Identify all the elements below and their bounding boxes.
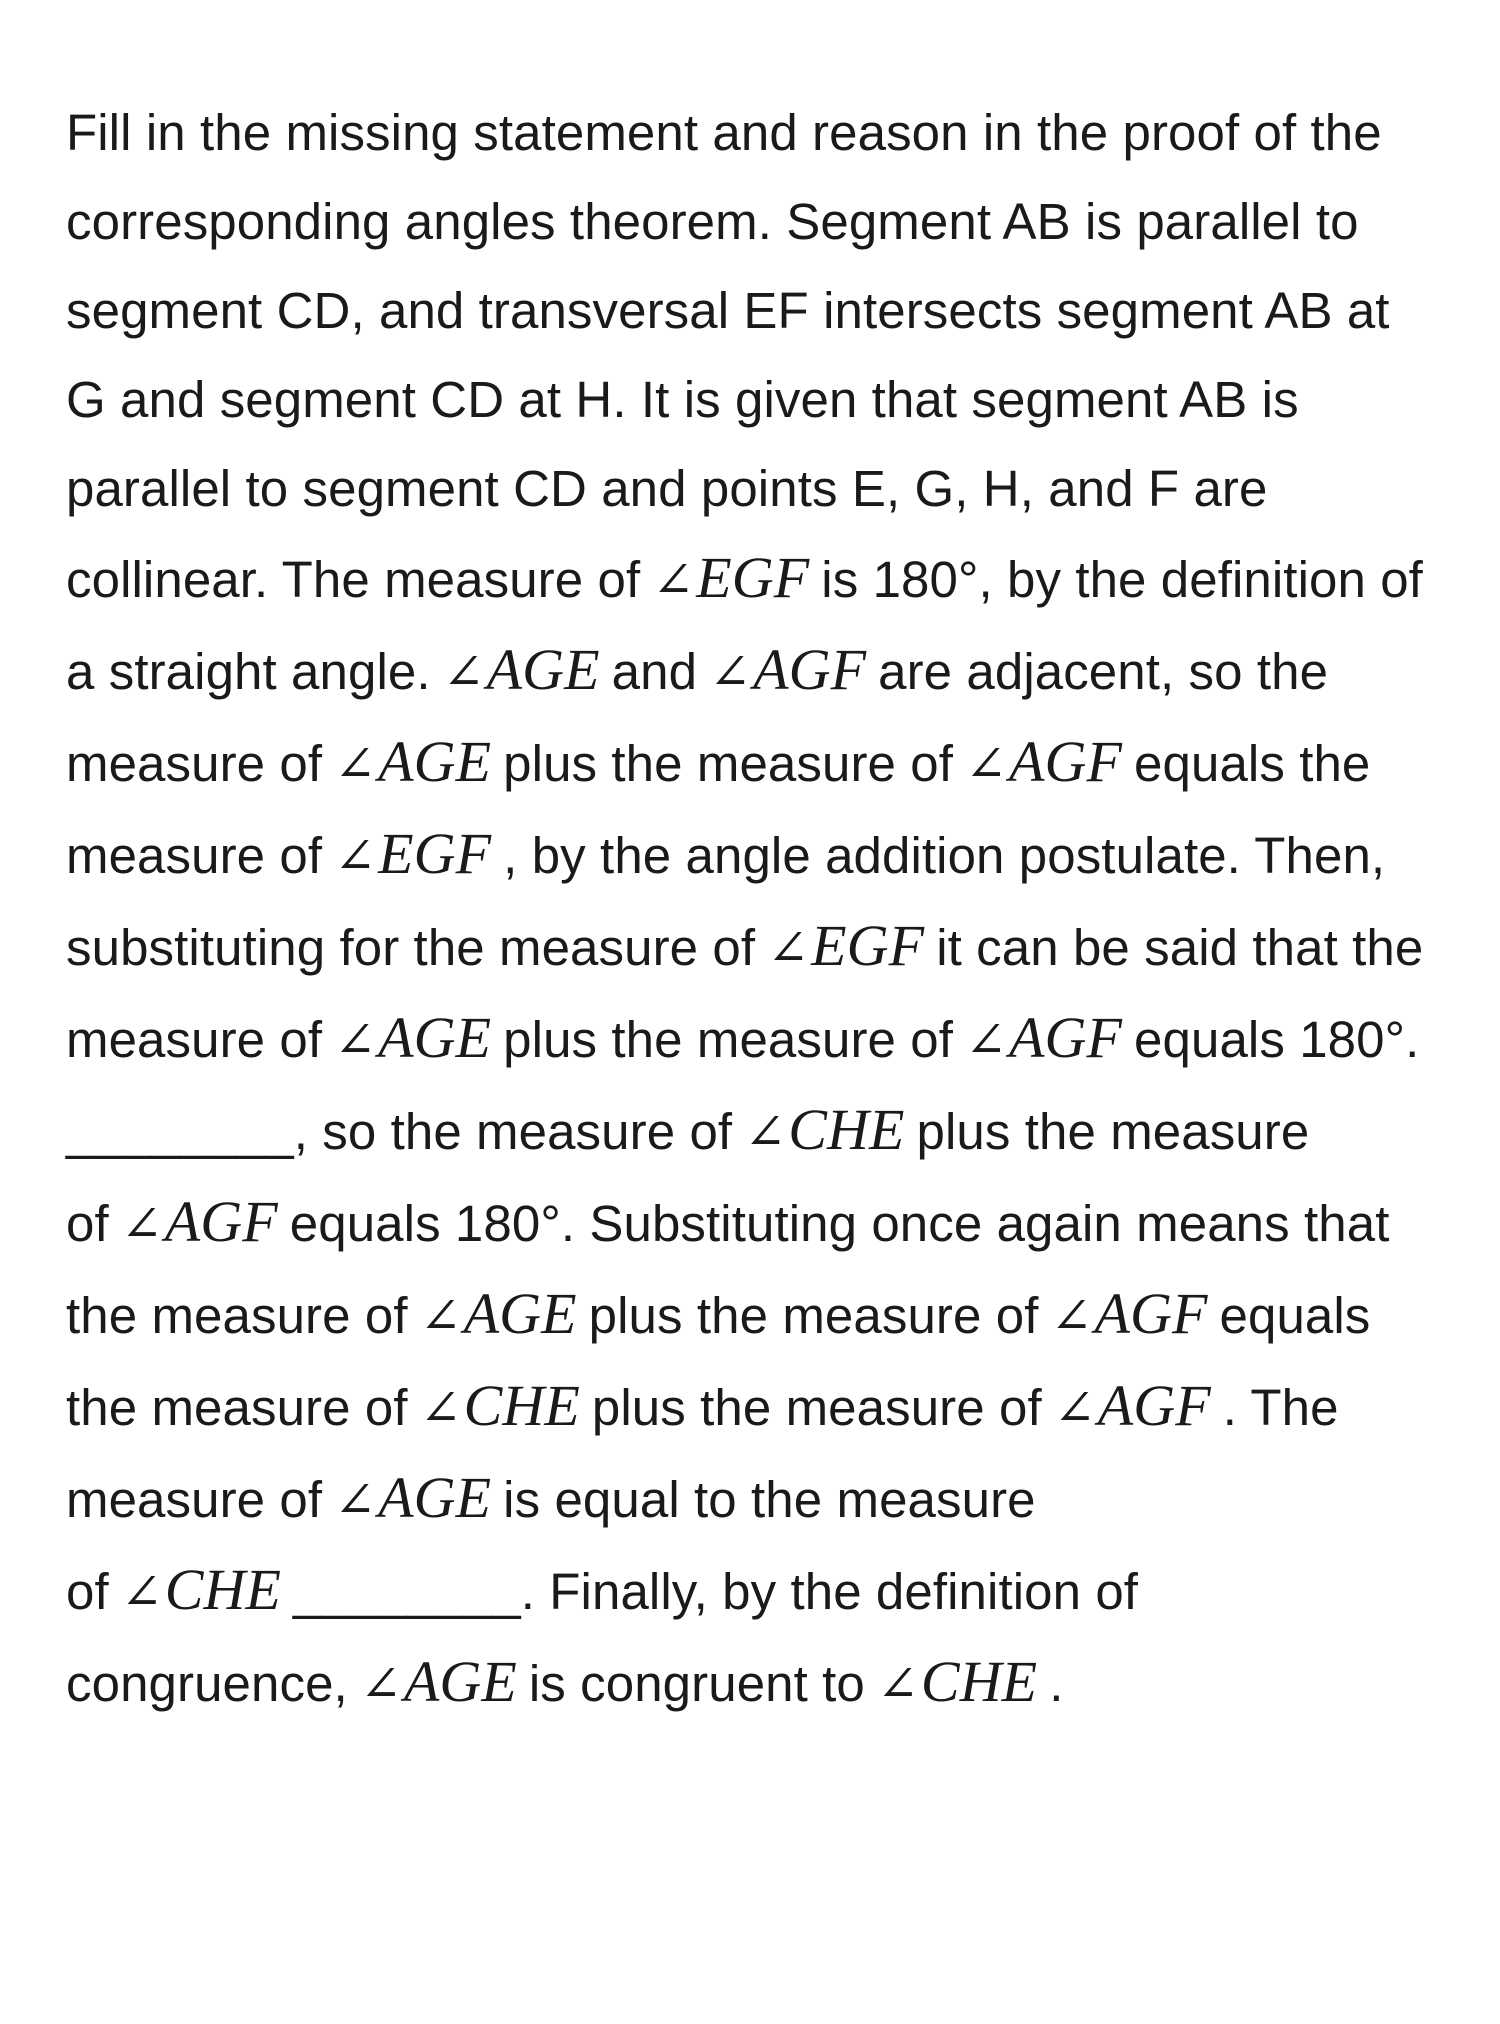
angle-label: AGE: [378, 1005, 492, 1070]
text-segment: it can be said that the measure of: [66, 919, 1424, 1068]
angle-expression: [732, 1097, 916, 1162]
angle-symbol-icon: ∠: [1050, 1287, 1093, 1345]
angle-symbol-icon: ∠: [120, 1195, 163, 1253]
angle-symbol-icon: ∠: [334, 735, 377, 793]
text-segment: equals 180°. Substituting once again means that the measure of: [66, 1195, 1390, 1344]
angle-symbol-icon: ∠: [334, 827, 377, 885]
text-segment: equals 180°. ________, so the measure of: [66, 1011, 1420, 1160]
angle-label: AGE: [378, 1465, 492, 1530]
angle-label: CHE: [463, 1373, 580, 1438]
angle-label: AGF: [1009, 729, 1123, 794]
angle-label: AGF: [753, 637, 867, 702]
angle-symbol-icon: ∠: [120, 1563, 163, 1621]
angle-expression: [755, 913, 936, 978]
angle-expression: [109, 1189, 290, 1254]
text-segment: is 180°, by the definition of a straight angle.: [66, 551, 1423, 700]
text-segment: plus the measure of: [503, 1011, 953, 1068]
angle-symbol-icon: ∠: [876, 1655, 919, 1713]
angle-expression: [322, 1005, 503, 1070]
angle-label: AGF: [1097, 1373, 1211, 1438]
text-segment: plus the measure of: [503, 735, 953, 792]
text-segment: plus the measure of: [591, 1379, 1042, 1436]
angle-symbol-icon: ∠: [334, 1011, 377, 1069]
angle-label: CHE: [920, 1649, 1038, 1714]
text-segment: .: [1049, 1655, 1064, 1712]
angle-expression: [348, 1649, 529, 1714]
text-segment: plus the measure of: [66, 1103, 1310, 1252]
angle-expression: [322, 821, 503, 886]
angle-expression: [640, 545, 821, 610]
angle-symbol-icon: ∠: [419, 1287, 462, 1345]
angle-expression: [697, 637, 878, 702]
text-segment: equals the measure of: [66, 1287, 1371, 1436]
angle-symbol-icon: ∠: [359, 1655, 402, 1713]
angle-expression: [1038, 1281, 1219, 1346]
angle-symbol-icon: ∠: [419, 1379, 462, 1437]
text-segment: is congruent to: [528, 1655, 865, 1712]
text-segment: . The measure of: [66, 1379, 1339, 1528]
angle-expression: [1042, 1373, 1223, 1438]
text-segment: , by the angle addition postulate. Then, substituting for the measure of: [66, 827, 1386, 976]
angle-label: AGE: [403, 1649, 517, 1714]
angle-label: AGF: [164, 1189, 278, 1254]
angle-symbol-icon: ∠: [767, 919, 810, 977]
angle-expression: [408, 1373, 592, 1438]
angle-label: EGF: [696, 545, 810, 610]
angle-symbol-icon: ∠: [965, 735, 1007, 793]
angle-label: EGF: [811, 913, 925, 978]
angle-expression: [408, 1281, 589, 1346]
text-segment: are adjacent, so the measure of: [66, 643, 1329, 792]
angle-expression: [322, 1465, 503, 1530]
text-segment: equals the measure of: [66, 735, 1371, 884]
angle-symbol-icon: ∠: [334, 1471, 377, 1529]
angle-expression: [431, 637, 612, 702]
angle-expression: [322, 729, 503, 794]
angle-expression: [953, 729, 1134, 794]
angle-expression: [109, 1557, 293, 1622]
angle-label: AGF: [1094, 1281, 1208, 1346]
text-segment: ________. Finally, by the definition of congruence,: [66, 1563, 1139, 1712]
text-segment: Fill in the missing statement and reason in the proof of the corresponding angles theorem. Segment AB is parallel to segment CD, and transversal EF intersects segment AB at G and segment CD at H. It is given that segment AB is parallel to segment CD and points E, G, H, and F are collinear. The measure of: [66, 104, 1390, 608]
angle-label: EGF: [378, 821, 492, 886]
text-segment: and: [611, 643, 698, 700]
angle-symbol-icon: ∠: [965, 1011, 1007, 1069]
angle-symbol-icon: ∠: [652, 551, 695, 609]
angle-label: CHE: [164, 1557, 282, 1622]
angle-symbol-icon: ∠: [709, 643, 752, 701]
text-segment: plus the measure of: [588, 1287, 1039, 1344]
text-segment: is equal to the measure of: [66, 1471, 1036, 1620]
angle-expression: [953, 1005, 1134, 1070]
angle-label: CHE: [788, 1097, 905, 1162]
angle-symbol-icon: ∠: [744, 1103, 787, 1161]
angle-label: AGE: [378, 729, 492, 794]
angle-symbol-icon: ∠: [442, 643, 485, 701]
proof-paragraph: [66, 88, 1436, 1729]
angle-expression: [865, 1649, 1049, 1714]
angle-symbol-icon: ∠: [1053, 1379, 1096, 1437]
angle-label: AGE: [486, 637, 600, 702]
angle-label: AGE: [463, 1281, 577, 1346]
angle-label: AGF: [1009, 1005, 1123, 1070]
